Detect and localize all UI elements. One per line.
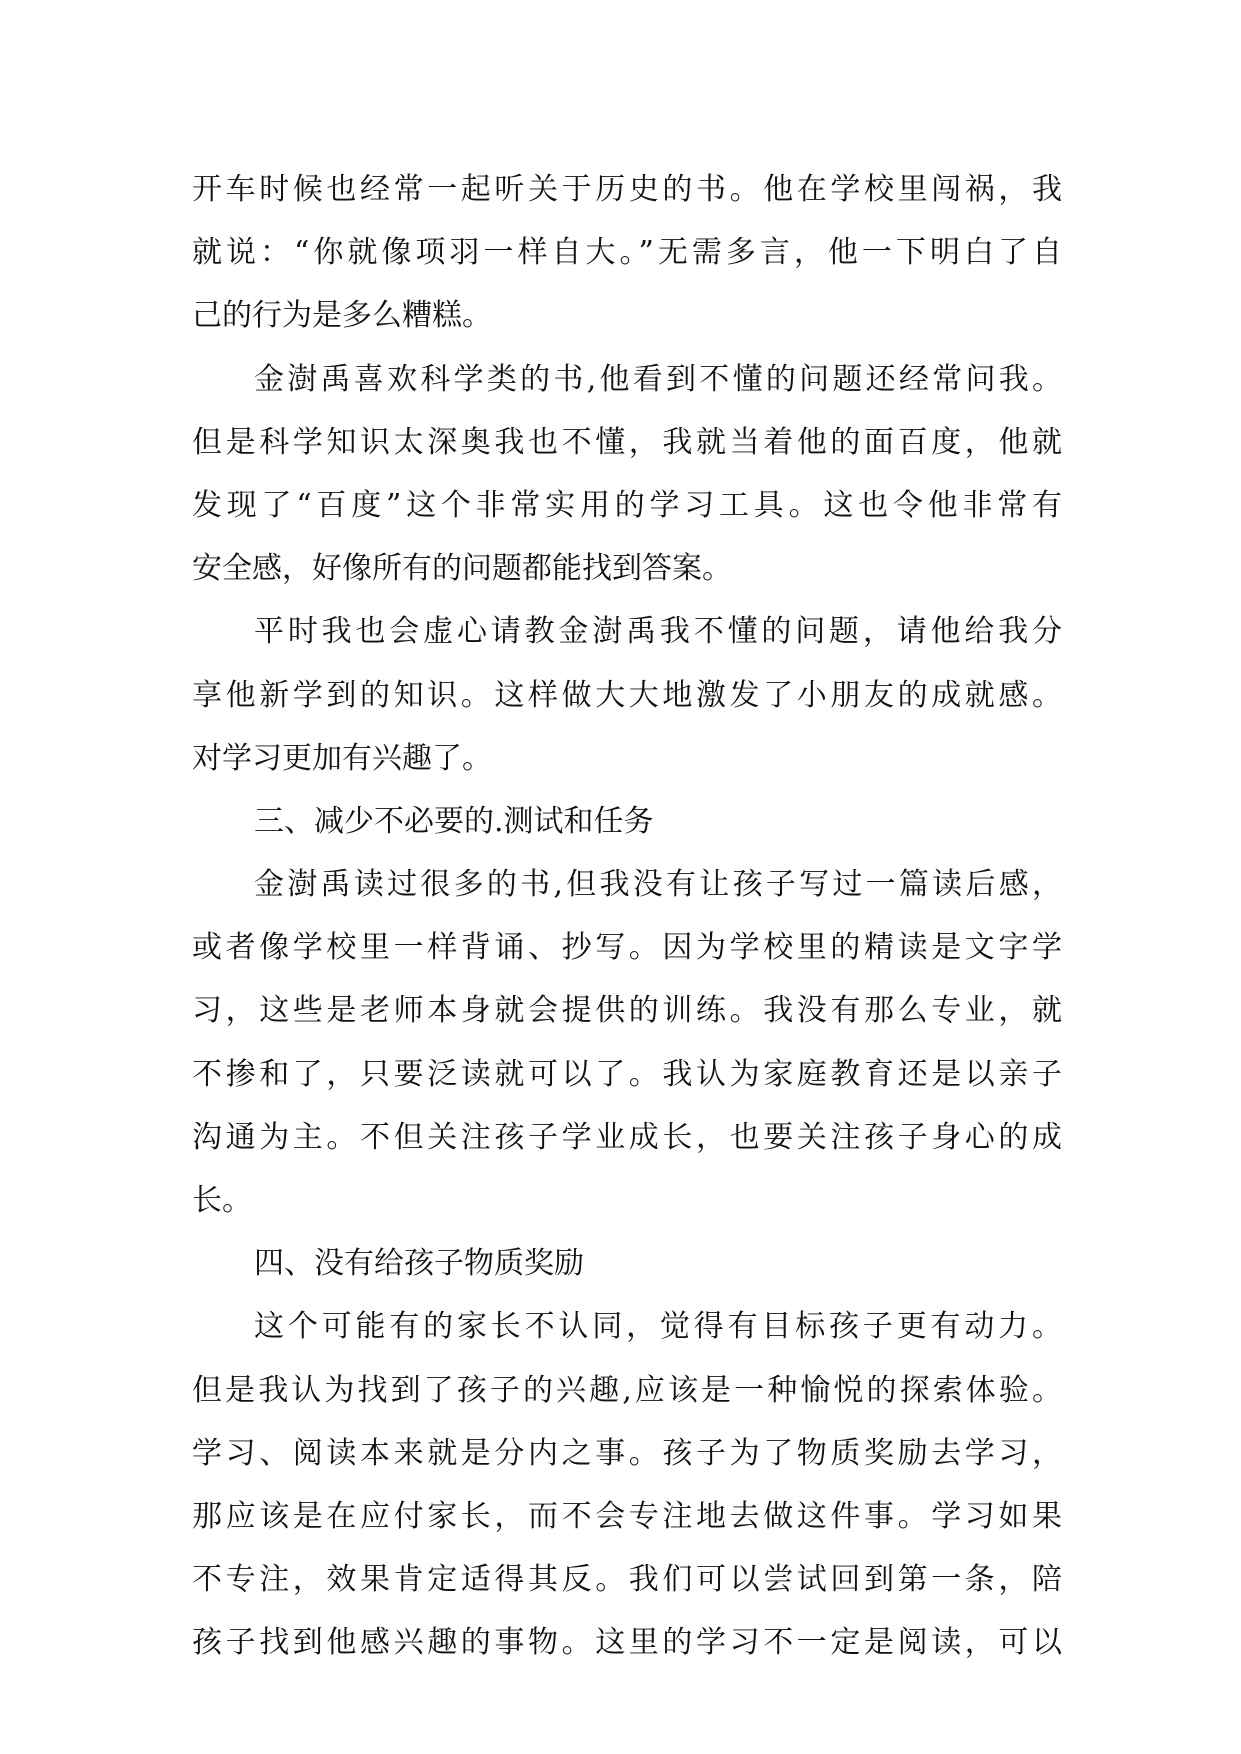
text-line: 四、没有给孩子物质奖励 <box>254 1246 584 1282</box>
text-line: 但是我认为找到了孩子的兴趣,应该是一种愉悦的探索体验。 <box>192 1372 1062 1408</box>
text-line: 金澍禹喜欢科学类的书,他看到不懂的问题还经常问我。 <box>254 361 1062 397</box>
text-line: 对学习更加有兴趣了。 <box>192 740 492 776</box>
text-line: 金澍禹读过很多的书,但我没有让孩子写过一篇读后感， <box>254 867 1062 903</box>
document-body <box>192 158 1062 1675</box>
text-line: 这个可能有的家长不认同，觉得有目标孩子更有动力。 <box>254 1309 1062 1345</box>
text-line: 就说：“你就像项羽一样自大。”无需多言，他一下明白了自 <box>192 235 1062 271</box>
text-line: 沟通为主。不但关注孩子学业成长，也要关注孩子身心的成 <box>192 1119 1062 1155</box>
text-line: 开车时候也经常一起听关于历史的书。他在学校里闯祸，我 <box>192 172 1062 207</box>
text-line: 安全感，好像所有的问题都能找到答案。 <box>192 551 732 587</box>
text-line: 平时我也会虚心请教金澍禹我不懂的问题，请他给我分 <box>254 614 1062 650</box>
text-line: 孩子找到他感兴趣的事物。这里的学习不一定是阅读，可以 <box>192 1625 1062 1661</box>
text-line: 己的行为是多么糟糕。 <box>192 298 492 334</box>
text-line: 或者像学校里一样背诵、抄写。因为学校里的精读是文字学 <box>192 930 1062 966</box>
text-line: 不专注，效果肯定适得其反。我们可以尝试回到第一条，陪 <box>192 1562 1062 1598</box>
text-line: 学习、阅读本来就是分内之事。孩子为了物质奖励去学习， <box>192 1435 1062 1471</box>
text-line: 但是科学知识太深奥我也不懂，我就当着他的面百度，他就 <box>192 424 1062 460</box>
text-line: 不掺和了，只要泛读就可以了。我认为家庭教育还是以亲子 <box>192 1056 1062 1092</box>
text-line: 享他新学到的知识。这样做大大地激发了小朋友的成就感。 <box>192 677 1062 713</box>
text-line: 三、减少不必要的.测试和任务 <box>254 803 654 839</box>
text-line: 那应该是在应付家长，而不会专注地去做这件事。学习如果 <box>192 1498 1062 1534</box>
text-line: 长。 <box>192 1183 252 1218</box>
text-line: 习，这些是老师本身就会提供的训练。我没有那么专业，就 <box>192 993 1062 1029</box>
text-line: 发现了“百度”这个非常实用的学习工具。这也令他非常有 <box>192 487 1062 523</box>
